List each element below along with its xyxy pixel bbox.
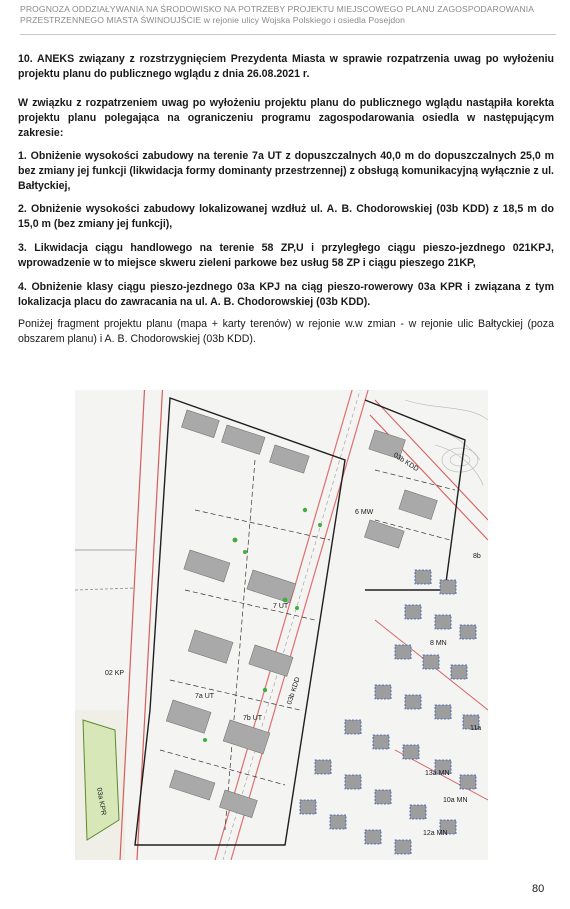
change-item-1: 1. Obniżenie wysokości zabudowy na terenie 7a UT z dopuszczalnych 40,0 m do dopuszczalnych 25,0 m bez zmiany jej funkcji (likwidacja formy dominanty przestrzennej) z obsługą komunikacyjną wyłącznie z ul. Bałtyckiej, [18,150,554,192]
label-7a-ut: 7a UT [195,693,215,700]
change-item-2: 2. Obniżenie wysokości zabudowy lokalizowanej wzdłuż ul. A. B. Chodorowskiej (03b KDD) z 18,5 m do 15,0 m (bez zmiany jej funkcji), [18,203,554,230]
label-03a-kpr: 03a KPR [95,787,107,816]
label-10a-mn: 10a MN [443,797,468,804]
label-6mw: 6 MW [355,509,374,516]
annex-title: 10. ANEKS związany z rozstrzygnięciem Prezydenta Miasta w sprawie rozpatrzenia uwag po wyłożeniu projektu planu do publicznego wglądu z dnia 26.08.2021 r. [18,53,554,80]
label-11a: 11a [470,725,482,732]
label-03b-kdd: 03b KDD [391,451,420,474]
map-caption: Poniżej fragment projektu planu (mapa + karty terenów) w rejonie w.w zmian - w rejonie ulic Bałtyckiej (poza obszarem planu) i A. B. Chodorowskiej (03b KDD). [18,318,554,345]
change-item-3: 3. Likwidacja ciągu handlowego na terenie 58 ZP,U i przyległego ciągu pieszo-jezdnego 021KPJ, wprowadzenie w to miejsce skweru zieleni parkowe bez usług 58 ZP i ciągu pieszego 21KP, [18,242,554,269]
label-8mn: 8 MN [430,640,447,647]
label-02kp: 02 KP [105,670,125,677]
label-13a-mn: 13a MN [425,770,450,777]
label-03b-kdd-diagonal: 03b KDD [286,676,302,706]
page-number: 80 [532,883,545,895]
label-7b-ut: 7b UT [243,715,263,722]
label-7ut: 7 UT [273,603,289,610]
label-12a-mn: 12a MN [423,830,448,837]
document-header [20,4,560,26]
page-content [18,52,554,347]
header-line-2: PRZESTRZENNEGO MIASTA ŚWINOUJŚCIE w rejonie ulicy Wojska Polskiego i osiedla Posejdon [20,15,405,25]
change-item-4: 4. Obniżenie klasy ciągu pieszo-jezdnego 03a KPJ na ciąg pieszo-rowerowy 03a KPR i związana z tym lokalizacja placu do zawracania na ul. A. B. Chodorowskiej (03b KDD). [18,281,554,308]
header-line-1: PROGNOZA ODDZIAŁYWANIA NA ŚRODOWISKO NA POTRZEBY PROJEKTU MIEJSCOWEGO PLANU ZAGOSPODAROWANIA [20,4,535,14]
annex-intro: W związku z rozpatrzeniem uwag po wyłożeniu projektu planu do publicznego wglądu nastąpiła korekta projektu planu polegająca na ograniczeniu programu zagospodarowania osiedla w następującym zakresie: [18,97,554,139]
plan-map-drawing [75,390,488,860]
label-8b: 8b [473,553,481,560]
plan-map [75,390,488,860]
header-divider [20,34,556,35]
